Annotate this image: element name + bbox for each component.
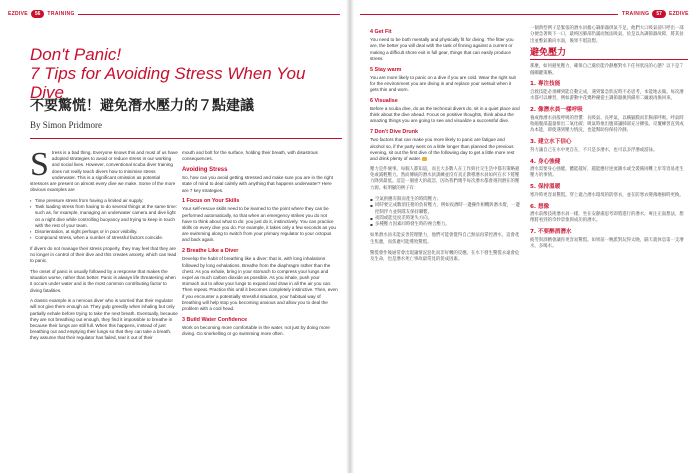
article-title: [30, 45, 340, 102]
column-2: [182, 150, 338, 342]
right-section: TRAINING: [622, 11, 650, 17]
tip-1-text-zh: 自救技能必須練到能自動完成，遇到緊急狀況時不必思考，本能地去做。每次潛水都可以練習，例如游動中花幾秒鐘從主調節器換到備用二級頭再換回來。: [530, 89, 684, 102]
list-item: ▪ 多種壓力因素同時發生時的複合壓力。: [370, 222, 520, 228]
paragraph: So, how can you avoid getting stressed and make sure you are in the right state of mind to deal calmly with anything that happens underwater? Here are 7 key strategies.: [182, 175, 333, 193]
column-3: [370, 26, 520, 268]
paragraph: A classic example is a nervous diver who is worried that their regulator will not give them enough air. They gulp greedily when inhaling but only partially exhale before trying to take the next breath. Eventually, because they are not breathing out enough, they find it impossible to breathe in because their lungs are still full. When this happens, instead of just breathing out and emptying their lungs so that they can take a breath, they assume that their regulator has failed, tear it out of their: [30, 298, 178, 341]
tip-2-text: Develop the habit of breathing like a diver: that is, with long inhalations followed by long exhalations. Breathe from the diaphragm rather than the chest. As you exhale, bring in your stomach to compress your lungs and expel as much carbon dioxide as possible. As you inhale, push your stomach out to allow your lungs to expand and draw in all the air you can. Then repeat. Practice this until it becomes completely instinctive. Then, even if you encounter a potentially stressful situation, your habitual way of breathing will help stop you becoming anxious and allow you to deal the problem with a cool head.: [182, 256, 338, 311]
tip-4-heading-zh: 4. 身心強健: [530, 158, 561, 165]
paragraph-zh: 那麼，如何避免壓力，確保自己處於能冷靜應對水下任何狀況的心態？以下是７個關鍵策略。: [530, 64, 684, 76]
title-line-2: 7 Tips for Avoiding Stress When You Dive: [30, 64, 306, 102]
tip-6-text: Before a scuba dive, do as the technical divers do, sit in a quiet place and think about the dive ahead. Focus on positive thoughts, think about the amazing things you are going to see and visualize a successful dive.: [370, 106, 520, 124]
tip-7-text-zh: 疲勞與酒精會讓你更容易驚慌。如果前一晚派對玩得太晚，隔天就休息第一支潛水，多喝水。: [530, 237, 684, 250]
left-brand: EZDIVE: [8, 11, 28, 17]
left-section: TRAINING: [47, 11, 75, 17]
tip-6-heading-zh: 6. 想像: [530, 203, 550, 210]
paragraph-zh: 驚慌發作後通常會出現讓情況惡化而非好轉的反應。在水下發生驚慌永遠會危及生命，也是潛水死亡事故最常見的促成因素。: [370, 250, 520, 263]
tip-1-heading-zh: 1. 專注技能: [530, 81, 561, 88]
title-rule: [30, 138, 342, 139]
list-item: ▪ Time pressure stress from having a limited air supply;: [30, 198, 178, 204]
list-item: ▪ 空氣供應有限而產生的時間壓力；: [370, 197, 520, 203]
page-gutter: [346, 0, 354, 473]
paragraph-zh: 如果潛水員未能妥善管理壓力，他們可能會覺得自己無法再掌控潛水，這會產生焦慮，而焦慮可能導致驚慌。: [370, 233, 520, 245]
right-page-number: 57: [652, 10, 666, 18]
list-item: ▪ 同時要完成數項任務的負荷壓力，例如夜潛時一邊操作相機與潛水燈，一邊控制浮力並與隊友保持聯繫。: [370, 203, 520, 216]
intro-paragraph: Stress is a bad thing. Everyone knows this and most of us have adopted strategies to avoid or reduce stress in our working and social lives. However, conventional scuba diver training does not really teach divers how to minimise stress underwater. This is a significant omission as potential stressors are present on almost every dive we make. Some of the more obvious examples are: [30, 146, 178, 193]
tip-5-heading: 5 Stay warm: [370, 66, 402, 73]
left-running-header: [8, 9, 75, 19]
tip-3-text-zh: 努力讓自己在水中更自在，不只是多潛水，也可以多浮潛或游泳。: [530, 147, 658, 153]
tip-7-heading-zh: 7. 不要醉酒潛水: [530, 229, 572, 236]
tip-5-heading-zh: 5. 保持溫暖: [530, 184, 561, 191]
tip-4-text-zh: 潛水需要身心強健。體能越好，越能應付逆流踢水或全裝備困難上岸等容易產生壓力的事情。: [530, 167, 684, 179]
chinese-text-block-1: [370, 167, 520, 264]
paragraph: If divers do not manage their stress properly, they may feel that they are no longer in control of their dive and this creates anxiety, which can lead to panic.: [30, 245, 177, 264]
title-line-1: Don't Panic!: [30, 45, 122, 64]
left-header-rule: [78, 14, 340, 15]
tip-2-text-zh: 養成像潛水員般呼吸的習慣：長吸氣、長呼氣，以橫膈膜而非胸部呼吸。呼氣時收縮腹部盡量排出二氧化碳；吸氣時推出腹部讓肺部充分擴張。反覆練習直到成為本能，即使遇到壓力情況，也能幫助你保持冷靜。: [530, 115, 684, 134]
tip-3-text: Work on becoming more comfortable in the water, not just by doing more diving. Go snorkelling or go swimming more often.: [182, 324, 330, 337]
tip-2-heading: 2 Breathe Like a Diver: [182, 248, 239, 255]
tip-3-heading: 3 Build Water Confidence: [182, 316, 248, 323]
avoiding-stress-heading: Avoiding Stress: [182, 166, 228, 173]
tip-7-text: Two factors that can make you more likely to panic are fatigue and alcohol so, if the party went on a little longer than planned the previous evening, sit out the first dive of the following day to get a little more rest and drink plenty of water.: [370, 137, 515, 161]
tip-3-heading-zh: 3. 建立水下信心: [530, 139, 572, 146]
paragraph: mouth and bolt for the surface, holding their breath, with disastrous consequences.: [182, 150, 318, 162]
paragraph-zh: 一個典型例子是緊張的潛水員擔心調節器供氣不足。他們大口吸氣卻只呼出一部分便急著吸下一口，最終因肺部仍滿而無法吸氣，於是以為調節器故障，將其扯出並憋氣衝向水面，後果不堪設想。: [530, 26, 684, 44]
paragraph: The onset of panic is usually followed by a response that makes the situation worse, rather than better. Panic is always life threatening when it occurs under water and is the most common contributing factor to diving fatalities.: [30, 268, 176, 293]
byline: By Simon Pridmore: [30, 120, 103, 130]
right-header-rule: [360, 14, 618, 15]
tip-7-heading: 7 Don't Dive Drunk: [370, 129, 419, 136]
left-page-number: 56: [31, 10, 45, 18]
tip-5-text: You are more likely to panic on a dive if you are cold. Wear the right suit for the environment you are diving in and replace your wetsuit when it gets thin and worn.: [370, 74, 516, 93]
right-brand: EZDIVE: [668, 11, 689, 17]
list-item: ▪ Disorientation, at night perhaps or in poor visibility.: [30, 229, 178, 235]
drop-cap: S: [30, 146, 49, 183]
tip-4-heading: 4 Get Fit: [370, 29, 392, 35]
end-mark-icon: [422, 157, 427, 161]
list-item: ▪ 夜間或能見度差時迷失方向。: [370, 216, 520, 222]
tip-4-text: You need to be both mentally and physically fit for diving. The fitter you are, the better you will deal with the task of finning against a current or making a difficult shore exit in full gear, things that can easily produce stress.: [370, 37, 514, 61]
article-title-chinese: 不要驚慌！避免潛水壓力的７點建議: [30, 98, 254, 114]
column-4: [530, 26, 688, 255]
tip-1-text: Your self-rescue skills need to be learned to the point where they can be performed automatically, so that when an emergency strikes you do not have to think about what to do: you just do it, instinctively. You can practice skills on every dive you do. For example, it takes only a few seconds as you are swimming along to switch from your primary regulator to your octopus and back again.: [182, 206, 336, 243]
tip-2-heading-zh: 2. 像潛水員一樣呼吸: [530, 107, 583, 114]
list-item: ▪ Task loading stress from having to do several things at the same time: such as, for example, managing an underwater camera and dive light on a night dive while controlling buoyancy and trying to keep in touch with the rest of your team.: [30, 204, 178, 229]
tip-6-text-zh: 潛水前像技術潛水員一樣，坐在安靜處思考即將進行的潛水，專注正面想法，想像將看到的奇妙景象與成功的潛水。: [530, 212, 684, 224]
list-item: ▪ Compound stress, when a number of stressful factors coincide.: [30, 235, 178, 241]
zh-heading-rule: [530, 59, 688, 60]
right-running-header: [622, 9, 689, 19]
tip-6-heading: 6 Visualise: [370, 97, 398, 104]
column-1: [30, 146, 178, 346]
paragraph-zh: 壓力是件壞事。每個人都知道，而且大多數人在工作與社交生活中都有策略避免或減輕壓力。然而傳統的潛水員訓練並沒有真正教導潛水員如何在水下將壓力降到最低。這是一個重大的疏忽，因為我們幾乎每次潛水都會遇到潛在的壓力源。較明顯的例子有：: [370, 166, 520, 191]
stressor-list: [30, 198, 178, 241]
tip-5-text-zh: 寒冷時更容易驚慌。穿上適合潛水環境的防寒衣，並在防寒衣變薄磨損時更換。: [530, 192, 684, 198]
avoiding-stress-heading-zh: 避免壓力: [530, 47, 567, 58]
tip-1-heading: 1 Focus on Your Skills: [182, 198, 240, 205]
stressor-list-zh: [370, 197, 520, 229]
